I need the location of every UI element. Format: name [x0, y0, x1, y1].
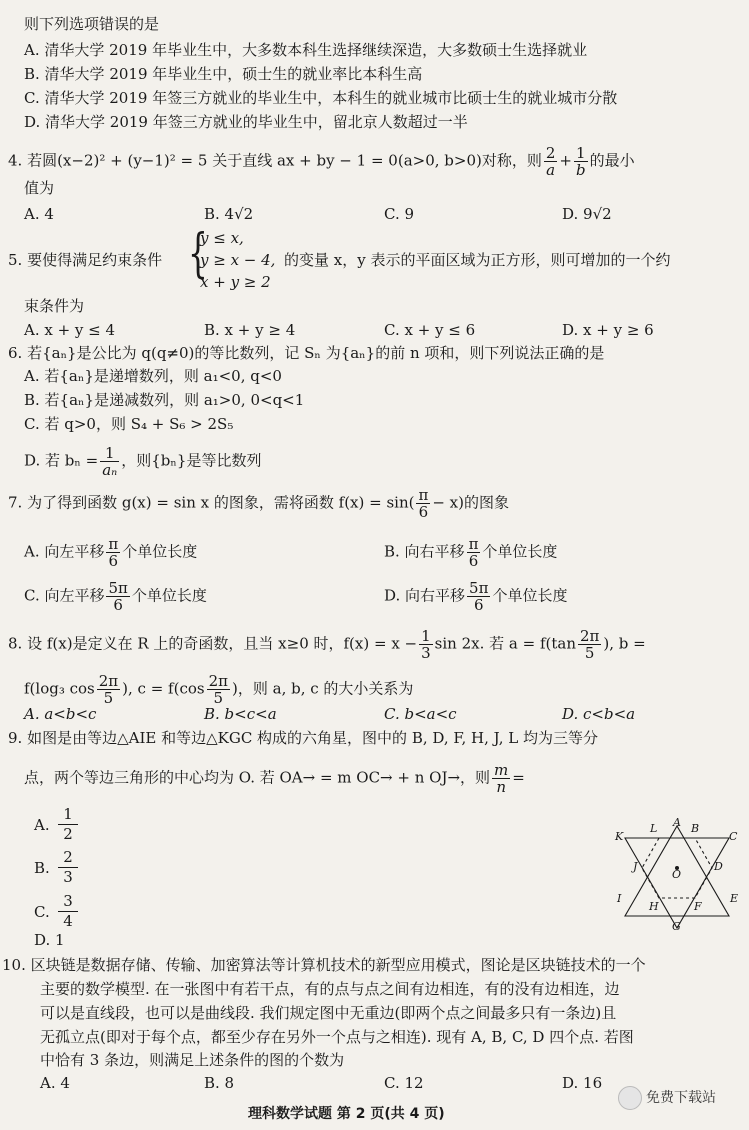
q9-option-b-frac: 2 3 [58, 848, 78, 887]
q9-option-c-label: C. [34, 903, 50, 921]
q9-stem: 9. 如图是由等边△AIE 和等边△KGC 构成的六角星，图中的 B, D, F, H, J, L 均为三等分 [8, 729, 599, 747]
q5-constraint-2: y ≥ x − 4, [200, 251, 276, 269]
label-h: H [649, 900, 659, 913]
watermark-text: 免费下载站 [646, 1090, 716, 1106]
q6-option-c: C. 若 q>0，则 S₄ + S₆ > 2S₅ [24, 415, 234, 433]
label-l: L [650, 822, 658, 835]
q4-option-a: A. 4 [24, 205, 54, 223]
q3-option-c: C. 清华大学 2019 年签三方就业的毕业生中，本科生的就业城市比硕士生的就业城市分散 [24, 89, 618, 107]
q5-option-d: D. x + y ≥ 6 [562, 321, 654, 339]
q4-option-c: C. 9 [384, 205, 415, 223]
q9-stem-cont: 点，两个等边三角形的中心均为 O. 若 OA→ = m OC→ + n OJ→，则 $\frac{m}{n}$ = [24, 761, 525, 796]
q10-option-b: B. 8 [204, 1074, 235, 1092]
q10-option-d: D. 16 [562, 1074, 603, 1092]
q10-stem-3: 可以是直线段，也可以是曲线段. 我们规定图中无重边(即两个点之间最多只有一条边)且 [40, 1004, 617, 1022]
q4-option-d: D. 9√2 [562, 205, 612, 223]
wechat-icon [618, 1086, 642, 1110]
q4-stem-cont: 值为 [24, 179, 55, 197]
q5-option-a: A. x + y ≤ 4 [24, 321, 116, 339]
q5-stem-cont: 束条件为 [24, 297, 85, 315]
page-footer: 理科数学试题 第 2 页(共 4 页) [248, 1106, 445, 1122]
q10-option-a: A. 4 [40, 1074, 70, 1092]
label-k: K [615, 830, 624, 843]
q8-option-c: C. b<a<c [384, 705, 457, 723]
q7-option-a: A. 向左平移 $\frac{\pi}{6}$ 个单位长度 [24, 535, 198, 570]
q7-stem: 7. 为了得到函数 g(x) = sin x 的图象，需将函数 f(x) = sin( $\frac{\pi}{6}$ − x)的图象 [8, 486, 509, 521]
q8-option-d: D. c<b<a [562, 705, 636, 723]
q6-option-a: A. 若{aₙ}是递增数列，则 a₁<0, q<0 [24, 367, 282, 385]
q6-option-b: B. 若{aₙ}是递减数列，则 a₁>0, 0<q<1 [24, 391, 305, 409]
q8-option-a: A. a<b<c [24, 705, 97, 723]
q9-option-d: D. 1 [34, 931, 65, 949]
label-c: C [729, 830, 738, 843]
q8-stem: 8. 设 f(x)是定义在 R 上的奇函数，且当 x≥0 时，f(x) = x − $\frac{1}{3}$ sin 2x. 若 a = f(tan $\frac{2\pi}{5}$ ), b = [8, 627, 646, 662]
q5-option-b: B. x + y ≥ 4 [204, 321, 296, 339]
q5-stem: 5. 要使得满足约束条件 [8, 251, 163, 269]
q5-constraint-3: x + y ≥ 2 [200, 273, 271, 291]
q4-option-b: B. 4√2 [204, 205, 254, 223]
q10-stem-4: 无孤立点(即对于每个点，都至少存在另外一个点与之相连). 现有 A, B, C, D 四个点. 若图 [40, 1028, 634, 1046]
q5-brace: { [188, 224, 208, 284]
label-a: A [673, 818, 681, 829]
q5-stem-tail: 的变量 x，y 表示的平面区域为正方形，则可增加的一个约 [284, 251, 671, 269]
q10-option-c: C. 12 [384, 1074, 424, 1092]
q9-option-a-label: A. [34, 816, 50, 834]
q10-stem-1: 10. 区块链是数据存储、传输、加密算法等计算机技术的新型应用模式，图论是区块链技术的一个 [2, 956, 646, 974]
q3-option-d: D. 清华大学 2019 年签三方就业的毕业生中，留北京人数超过一半 [24, 113, 468, 131]
q5-constraint-1: y ≤ x, [200, 229, 244, 247]
label-i: I [617, 892, 622, 905]
q4-stem: 4. 若圆(x−2)² + (y−1)² = 5 关于直线 ax + by − 1 = 0(a>0, b>0)对称，则 $\frac{2}{a}$ + $\frac{1}{b}$ 的最小 [8, 144, 635, 179]
label-e: E [730, 892, 739, 905]
q5-option-c: C. x + y ≤ 6 [384, 321, 476, 339]
q8-option-b: B. b<c<a [204, 705, 277, 723]
q7-option-c: C. 向左平移 $\frac{5\pi}{6}$ 个单位长度 [24, 579, 207, 614]
q3-option-b: B. 清华大学 2019 年毕业生中，硕士生的就业率比本科生高 [24, 65, 423, 83]
q9-option-b-label: B. [34, 859, 50, 877]
q10-stem-5: 中恰有 3 条边，则满足上述条件的图的个数为 [40, 1051, 345, 1069]
q8-stem-cont: f(log₃ cos $\frac{2\pi}{5}$ ), c = f(cos $\frac{2\pi}{5}$ )，则 a, b, c 的大小关系为 [24, 672, 414, 707]
triangle-kgc [625, 838, 729, 928]
q9-option-c-frac: 3 4 [58, 892, 78, 931]
label-g: G [672, 920, 681, 933]
hexagram-figure [612, 818, 742, 936]
q7-option-b: B. 向右平移 $\frac{\pi}{6}$ 个单位长度 [384, 535, 558, 570]
label-o: O [672, 868, 682, 881]
q7-option-d: D. 向右平移 $\frac{5\pi}{6}$ 个单位长度 [384, 579, 568, 614]
q6-option-d: D. 若 bₙ = $\frac{1}{\text{aₙ}}$ ，则{bₙ}是等比数列 [24, 444, 262, 479]
label-j: J [633, 860, 638, 873]
label-b: B [691, 822, 700, 835]
q3-stem: 则下列选项错误的是 [24, 15, 160, 33]
q6-stem: 6. 若{aₙ}是公比为 q(q≠0)的等比数列，记 Sₙ 为{aₙ}的前 n 项和，则下列说法正确的是 [8, 344, 605, 362]
label-d: D [714, 860, 723, 873]
label-f: F [694, 900, 702, 913]
q9-option-a-frac: 1 2 [58, 805, 78, 844]
q10-stem-2: 主要的数学模型. 在一张图中有若干点，有的点与点之间有边相连，有的没有边相连，边 [40, 980, 620, 998]
q3-option-a: A. 清华大学 2019 年毕业生中，大多数本科生选择继续深造，大多数硕士生选择就业 [24, 41, 588, 59]
